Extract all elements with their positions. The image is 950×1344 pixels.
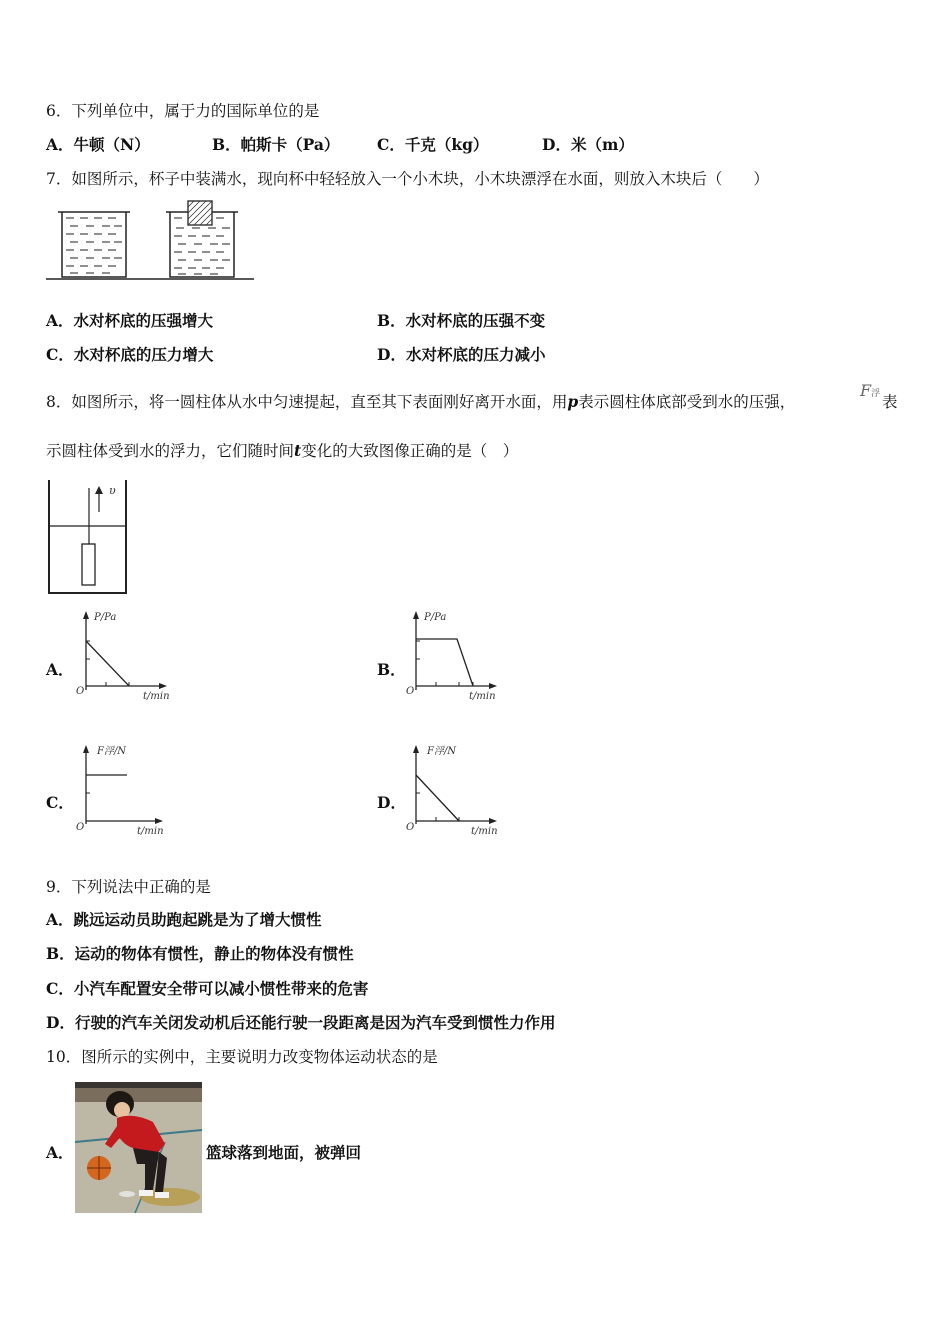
q6-stem: 6．下列单位中，属于力的国际单位的是: [46, 102, 320, 120]
q8-var-p: p: [567, 392, 579, 411]
graph-d-origin: O: [406, 822, 415, 833]
q8-option-b-letter: B．: [377, 660, 406, 679]
graph-b-x-label: t/min: [469, 691, 496, 702]
q8-stem-line2: [46, 441, 518, 461]
q8-graph-a: [73, 607, 173, 705]
q6-option-b: B．帕斯卡（Pa）: [212, 135, 340, 154]
graph-a-origin: O: [76, 686, 85, 697]
q6-option-a: A．牛顿（N）: [46, 135, 150, 154]
velocity-label: υ: [109, 484, 116, 497]
q9-option-c: C．小汽车配置安全带可以减小惯性带来的危害: [46, 979, 369, 998]
graph-a-y-label: P/Pa: [94, 612, 117, 623]
q7-option-b: B．水对杯底的压强不变: [377, 311, 546, 330]
graph-c-x-label: t/min: [137, 826, 164, 837]
cylinder: [82, 544, 95, 585]
cup-with-wood-block: [166, 201, 238, 277]
graph-a-line: [86, 641, 129, 686]
q8-stem-text-2: 表示圆柱体底部受到水的压强，: [578, 393, 796, 411]
graph-b-line: [416, 639, 473, 686]
q8-var-f: F: [860, 381, 872, 400]
q8-option-d-letter: D．: [377, 793, 406, 812]
q10-option-a-text: 篮球落到地面，被弹回: [206, 1143, 362, 1162]
q8-stem-text-5: 变化的大致图像正确的是（ ）: [301, 442, 519, 460]
q6-option-c: C．千克（kg）: [377, 135, 489, 154]
cup-full-water: [58, 212, 130, 277]
q8-option-a-letter: A．: [46, 660, 74, 679]
q8-stem-text-1: 8．如图所示，将一圆柱体从水中匀速提起，直至其下表面刚好离开水面，用: [46, 393, 568, 411]
q8-var-t: t: [294, 441, 302, 460]
q8-stem-text-3: 表: [882, 393, 898, 411]
q6-option-d: D．米（m）: [542, 135, 634, 154]
q9-option-b: B．运动的物体有惯性，静止的物体没有惯性: [46, 944, 354, 963]
graph-d-x-label: t/min: [471, 826, 498, 837]
q7-stem: 7．如图所示，杯子中装满水，现向杯中轻轻放入一个小木块，小木块漂浮在水面，则放入木块后（ ）: [46, 170, 769, 188]
graph-a-x-label: t/min: [143, 691, 170, 702]
q8-var-f-sub: 浮: [871, 389, 881, 399]
graph-d-line: [416, 775, 459, 821]
q8-var-f-buoyancy: [860, 381, 880, 400]
q9-option-d: D．行驶的汽车关闭发动机后还能行驶一段距离是因为汽车受到惯性力作用: [46, 1013, 556, 1032]
graph-b-origin: O: [406, 686, 415, 697]
q8-option-c-letter: C．: [46, 793, 74, 812]
q10-stem: 10．图所示的实例中，主要说明力改变物体运动状态的是: [46, 1048, 438, 1066]
q7-option-d: D．水对杯底的压力减小: [377, 345, 546, 364]
graph-c-y-label: F浮/N: [97, 746, 127, 757]
q9-stem: 9．下列说法中正确的是: [46, 878, 211, 896]
basketball-girl-photo: [75, 1082, 202, 1213]
q8-graph-d: [403, 741, 503, 839]
q7-option-a: A．水对杯底的压强增大: [46, 311, 214, 330]
q8-stem-text-4: 示圆柱体受到水的浮力，它们随时间: [46, 442, 295, 460]
graph-b-y-label: P/Pa: [424, 612, 447, 623]
graph-d-y-label: F浮/N: [427, 746, 457, 757]
q7-option-c: C．水对杯底的压力增大: [46, 345, 214, 364]
q8-cylinder-figure: [46, 478, 132, 598]
q10-option-a-letter: A．: [46, 1143, 74, 1162]
q8-stem-line1: [46, 392, 795, 412]
q8-graph-c: [73, 741, 173, 839]
q8-graph-b: [403, 607, 503, 705]
graph-c-origin: O: [76, 822, 85, 833]
q7-cups-figure: [44, 196, 259, 286]
q9-option-a: A．跳远运动员助跑起跳是为了增大惯性: [46, 910, 322, 929]
